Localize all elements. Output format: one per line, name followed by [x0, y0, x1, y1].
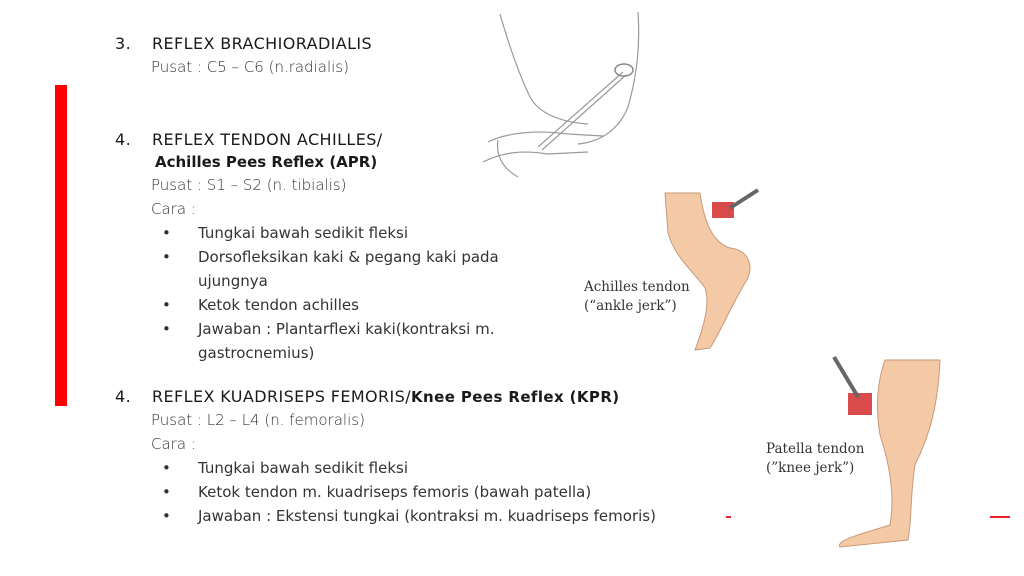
section-title-bold: Knee Pees Reflex (KPR) [411, 388, 620, 406]
section-number: 3. [115, 34, 132, 53]
patella-caption: Patella tendon (”knee jerk”) [766, 441, 865, 476]
section-heading [115, 33, 372, 55]
list-item: • Ketok tendon m. kuadriseps femoris (bawah patella) [162, 483, 592, 501]
achilles-caption: Achilles tendon (“ankle jerk”) [584, 279, 690, 314]
section-number: 4. [115, 387, 132, 406]
section-title: REFLEX TENDON ACHILLES/ [152, 130, 383, 149]
list-item: • Dorsofleksikan kaki & pegang kaki pada ujungnya [162, 248, 499, 290]
reflex-center: Pusat : C5 – C6 (n.radialis) [151, 58, 349, 76]
hand-outline [498, 140, 518, 177]
list-item: • Tungkai bawah sedikit fleksi [162, 224, 408, 242]
section-subtitle: Achilles Pees Reflex (APR) [155, 153, 378, 171]
section-achilles [115, 129, 528, 365]
list-item: • Jawaban : Plantarflexi kaki(kontraksi m. gastrocnemius) [162, 320, 495, 362]
hammer-head [615, 64, 633, 76]
hammer-head [848, 393, 872, 415]
hammer-handle [834, 357, 858, 397]
list-item: • Ketok tendon achilles [162, 296, 359, 314]
achilles-illustration [650, 188, 760, 353]
brachioradialis-illustration [478, 12, 658, 182]
reflex-hammer-handle [538, 72, 623, 147]
foot-shape [665, 193, 750, 350]
accent-bar [55, 85, 67, 406]
reflex-hammer-handle-2 [542, 75, 626, 150]
arm-outline [500, 14, 588, 124]
hammer-head [712, 202, 734, 218]
method-list [162, 456, 718, 528]
section-number: 4. [115, 130, 132, 149]
method-label: Cara : [151, 200, 196, 218]
section-knee [115, 386, 718, 528]
reflex-center: Pusat : L2 – L4 (n. femoralis) [151, 411, 365, 429]
accent-dash-small [726, 516, 731, 518]
section-title: REFLEX KUADRISEPS FEMORIS/ [152, 387, 412, 406]
hammer-handle [730, 190, 758, 208]
reflex-center: Pusat : S1 – S2 (n. tibialis) [151, 176, 347, 194]
list-item: • Tungkai bawah sedikit fleksi [162, 459, 408, 477]
method-label: Cara : [151, 435, 196, 453]
section-heading [115, 129, 528, 151]
section-heading [115, 386, 718, 408]
section-title: REFLEX BRACHIORADIALIS [152, 34, 373, 53]
list-item: • Jawaban : Ekstensi tungkai (kontraksi m. kuadriseps femoris) [162, 507, 656, 525]
method-list [162, 221, 528, 365]
accent-dash-long [990, 516, 1010, 518]
section-brachioradialis [115, 33, 372, 79]
